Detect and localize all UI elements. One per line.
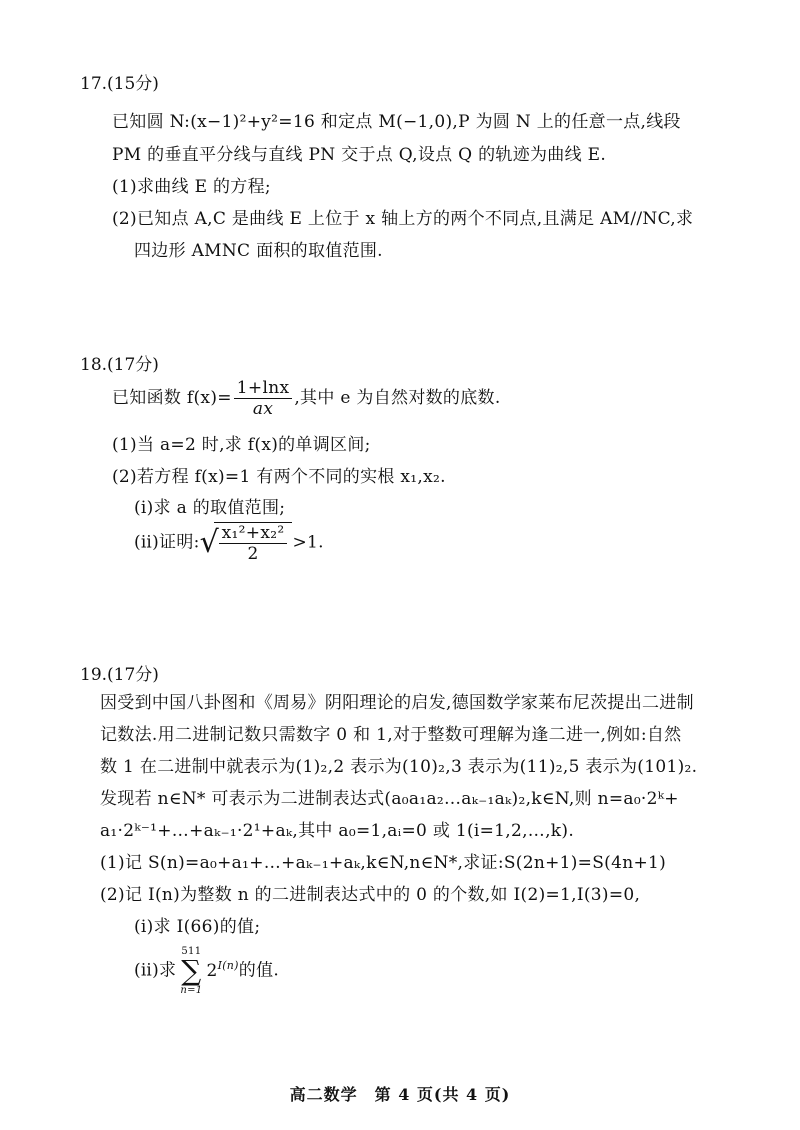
sqrt-fraction-numerator: x₁²+x₂² [219, 523, 288, 544]
question-17-line-1: 已知圆 N:(x−1)²+y²=16 和定点 M(−1,0),P 为圆 N 上的任意一点,线段 [112, 112, 681, 132]
function-fraction [234, 378, 293, 419]
question-19-line-5: a₁·2ᵏ⁻¹+…+aₖ₋₁·2¹+aₖ,其中 a₀=1,aᵢ=0 或 1(i=1,2,…,k). [100, 821, 575, 841]
question-19-part-2: (2)记 I(n)为整数 n 的二进制表达式中的 0 的个数,如 I(2)=1,I(3)=0, [100, 885, 641, 905]
summation-upper-limit: 511 [181, 946, 202, 957]
question-19-line-4: 发现若 n∈N* 可表示为二进制表达式(a₀a₁a₂…aₖ₋₁aₖ)₂,k∈N,则 n=a₀·2ᵏ+ [100, 789, 679, 809]
summation-term-exponent: I(n) [217, 958, 239, 972]
question-19-number: 19.(17分) [80, 665, 159, 685]
question-17-part-2b: 四边形 AMNC 面积的取值范围. [134, 241, 383, 261]
summation-symbol: ∑ [181, 954, 202, 987]
page-footer: 高二数学 第 4 页(共 4 页) [289, 1085, 511, 1104]
question-18-intro [112, 378, 501, 419]
question-19-line-2: 记数法.用二进制记数只需数字 0 和 1,对于整数可理解为逢二进一,例如:自然 [100, 725, 682, 745]
summation [180, 946, 202, 996]
question-18-part-2ii-prefix: (ⅱ)证明: [134, 532, 200, 553]
question-18-part-2: (2)若方程 f(x)=1 有两个不同的实根 x₁,x₂. [112, 467, 446, 487]
question-17-line-2: PM 的垂直平分线与直线 PN 交于点 Q,设点 Q 的轨迹为曲线 E. [112, 145, 607, 165]
question-18-part-2i: (ⅰ)求 a 的取值范围; [134, 498, 286, 518]
question-19-line-3: 数 1 在二进制中就表示为(1)₂,2 表示为(10)₂,3 表示为(11)₂,5 表示为(101)₂. [100, 757, 698, 777]
question-18-part-1: (1)当 a=2 时,求 f(x)的单调区间; [112, 435, 371, 455]
question-19-line-1: 因受到中国八卦图和《周易》阴阳理论的启发,德国数学家莱布尼茨提出二进制 [100, 693, 694, 713]
question-18-intro-suffix: ,其中 e 为自然对数的底数. [294, 388, 501, 408]
question-18-part-2ii [134, 522, 324, 564]
question-17-number: 17.(15分) [80, 74, 159, 94]
radical-sign: √ [199, 525, 220, 560]
summation-term: $2^{I(n)}$ [206, 958, 239, 981]
question-18-part-2ii-suffix: >1. [292, 532, 324, 553]
fraction-numerator: 1+lnx [234, 378, 293, 399]
sqrt-fraction-denominator: 2 [247, 544, 259, 564]
question-19-part-2ii-suffix: 的值. [238, 960, 280, 981]
question-17-part-2a: (2)已知点 A,C 是曲线 E 上位于 x 轴上方的两个不同点,且满足 AM//NC,求 [112, 209, 694, 229]
question-19-part-2i: (ⅰ)求 I(66)的值; [134, 917, 261, 937]
question-17-part-1: (1)求曲线 E 的方程; [112, 177, 271, 197]
question-19-part-2ii-prefix: (ⅱ)求 [134, 960, 177, 981]
summation-lower-limit: n=1 [180, 985, 203, 996]
sqrt-expression [200, 522, 293, 564]
question-18-number: 18.(17分) [80, 355, 159, 375]
question-19-part-1: (1)记 S(n)=a₀+a₁+…+aₖ₋₁+aₖ,k∈N,n∈N*,求证:S(2n+1)=S(4n+1) [100, 853, 667, 873]
question-18-intro-prefix: 已知函数 f(x)= [112, 388, 232, 408]
question-19-part-2ii [134, 946, 279, 996]
fraction-denominator: ax [252, 399, 274, 419]
